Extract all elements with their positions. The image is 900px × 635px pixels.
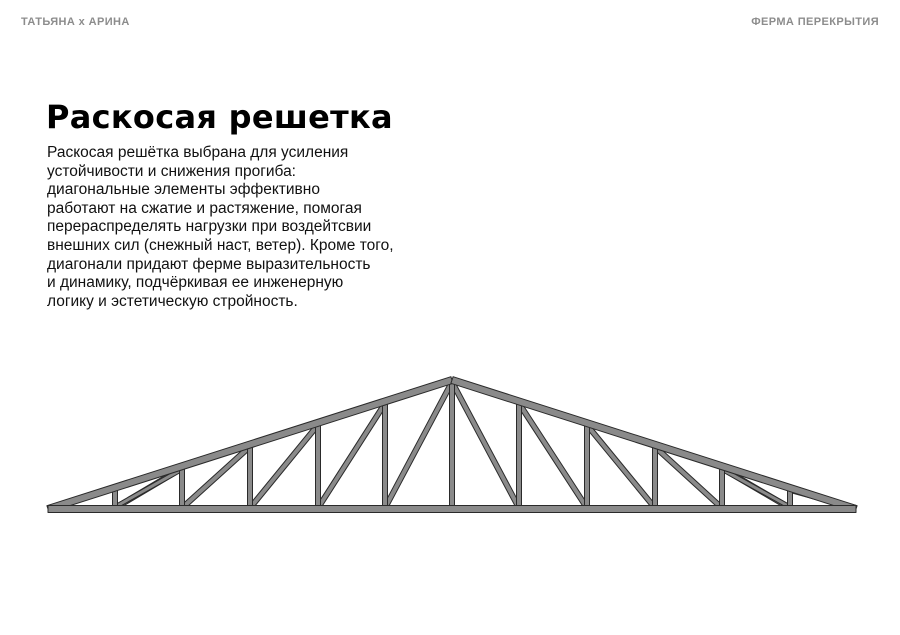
truss-vertical [248, 446, 253, 510]
truss-vertical [653, 446, 658, 509]
page-title: Раскосая решетка [46, 98, 393, 136]
truss-vertical [450, 381, 455, 509]
header-topic-label: ФЕРМА ПЕРЕКРЫТИЯ [751, 16, 879, 28]
truss-bottom-chord [48, 506, 856, 513]
truss-vertical [517, 402, 522, 509]
truss-vertical [316, 424, 321, 509]
header-author-label: ТАТЬЯНА x АРИНА [21, 16, 130, 28]
truss-vertical [383, 402, 388, 509]
truss-vertical [585, 424, 590, 509]
truss-vertical [720, 467, 725, 509]
description-paragraph: Раскосая решётка выбрана для усиления устойчивости и снижения прогиба: диагональные элементы эффективно работают на сжатие и растяжение, помогая перераспределять нагрузки при воздейтсвии внешних сил (снежный наст, ветер). Кроме того, диагонали придают ферме выразительность и динамику, подчёркивая ее инженерную логику и эстетическую стройность. [47, 144, 394, 310]
truss-vertical [180, 467, 185, 509]
